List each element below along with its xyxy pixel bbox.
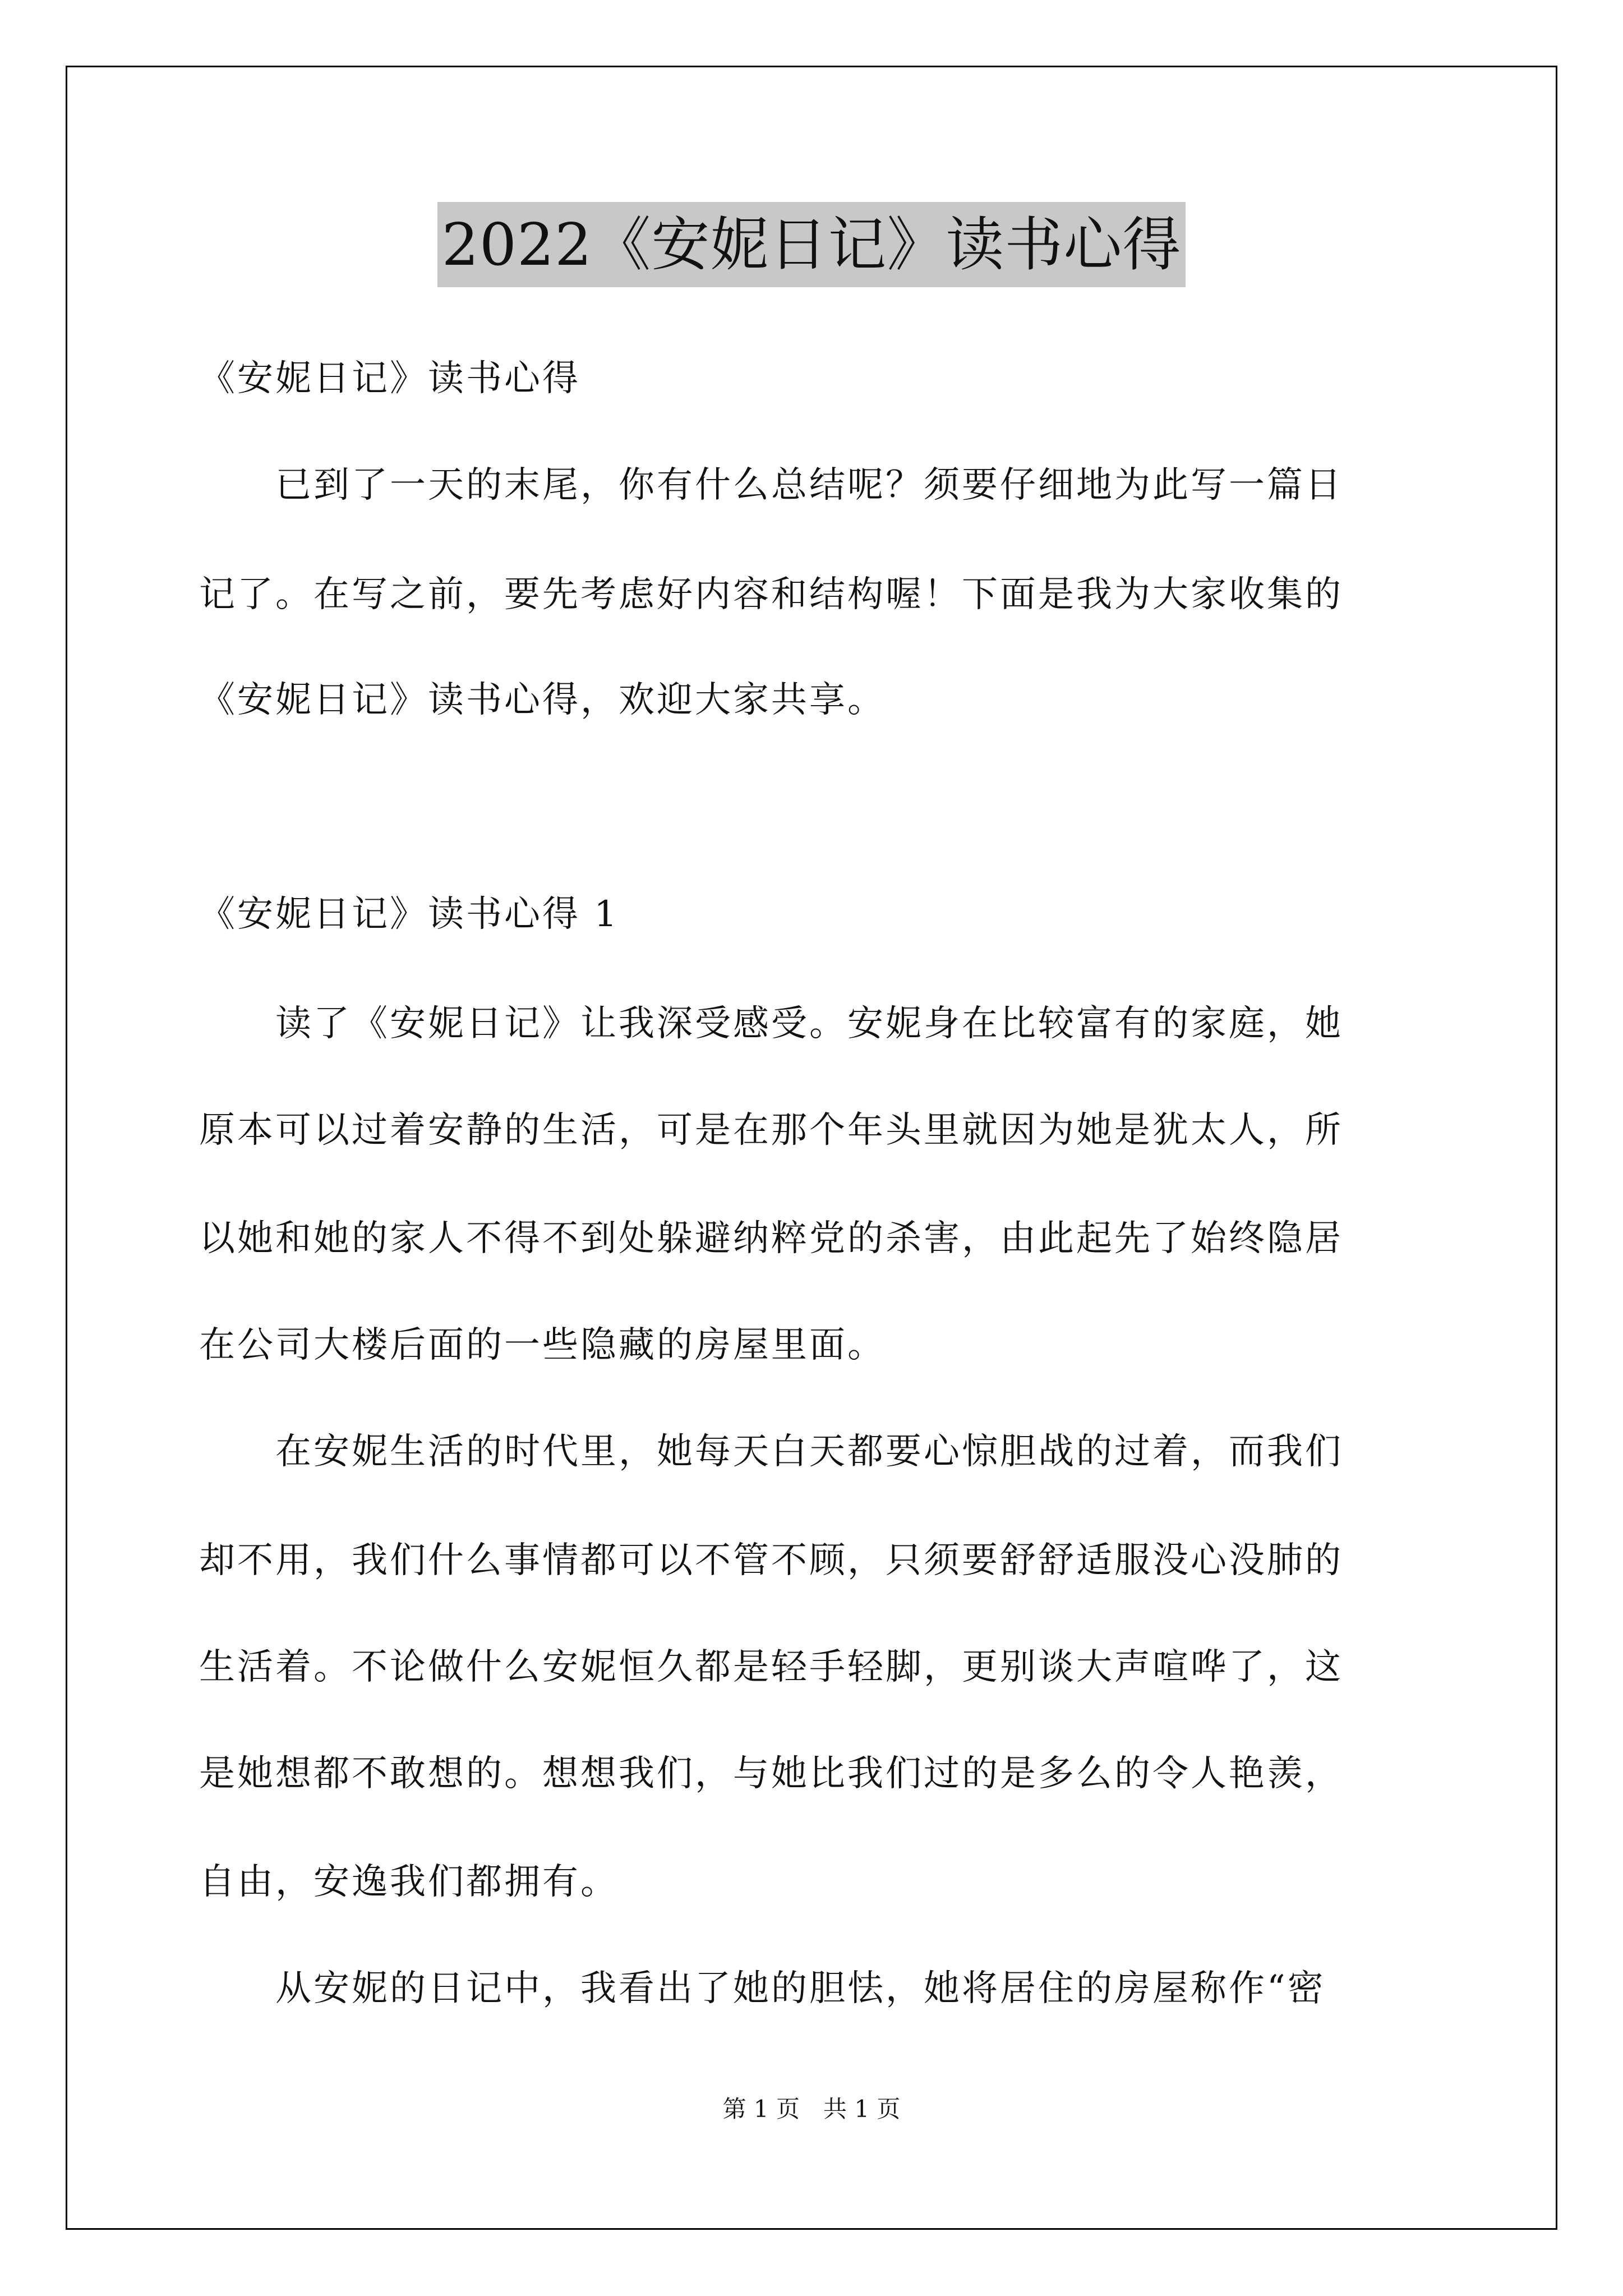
paragraph-line: 以她和她的家人不得不到处躲避纳粹党的杀害，由此起先了始终隐居 (199, 1218, 1343, 1259)
page-footer: 第 1 页 共 1 页 (722, 2095, 901, 2123)
paragraph-line: 却不用，我们什么事情都可以不管不顾，只须要舒舒适服没心没肺的 (199, 1540, 1343, 1581)
paragraph-line: 自由，安逸我们都拥有。 (199, 1861, 619, 1903)
paragraph-line: 是她想都不敢想的。想想我们，与她比我们过的是多么的令人艳羡， (199, 1753, 1343, 1795)
subtitle-line: 《安妮日记》读书心得 (199, 358, 580, 399)
paragraph-line: 在公司大楼后面的一些隐藏的房屋里面。 (199, 1324, 886, 1366)
paragraph-line: 《安妮日记》读书心得，欢迎大家共享。 (199, 679, 886, 721)
paragraph-line: 记了。在写之前，要先考虑好内容和结构喔！下面是我为大家收集的 (199, 574, 1343, 615)
document-title: 2022《安妮日记》读书心得 (437, 202, 1186, 287)
paragraph-line: 原本可以过着安静的生活，可是在那个年头里就因为她是犹太人，所 (199, 1110, 1343, 1151)
paragraph-line: 在安妮生活的时代里，她每天白天都要心惊胆战的过着，而我们 (199, 1431, 1343, 1473)
paragraph-line: 已到了一天的末尾，你有什么总结呢？须要仔细地为此写一篇日 (199, 464, 1343, 506)
paragraph-line: 读了《安妮日记》让我深受感受。安妮身在比较富有的家庭，她 (199, 1003, 1343, 1045)
paragraph-line: 生活着。不论做什么安妮恒久都是轻手轻脚，更别谈大声喧哗了，这 (199, 1646, 1343, 1688)
section-heading: 《安妮日记》读书心得 1 (199, 894, 620, 935)
paragraph-line: 从安妮的日记中，我看出了她的胆怯，她将居住的房屋称作“密 (199, 1968, 1326, 2009)
title-container (0, 202, 1623, 287)
